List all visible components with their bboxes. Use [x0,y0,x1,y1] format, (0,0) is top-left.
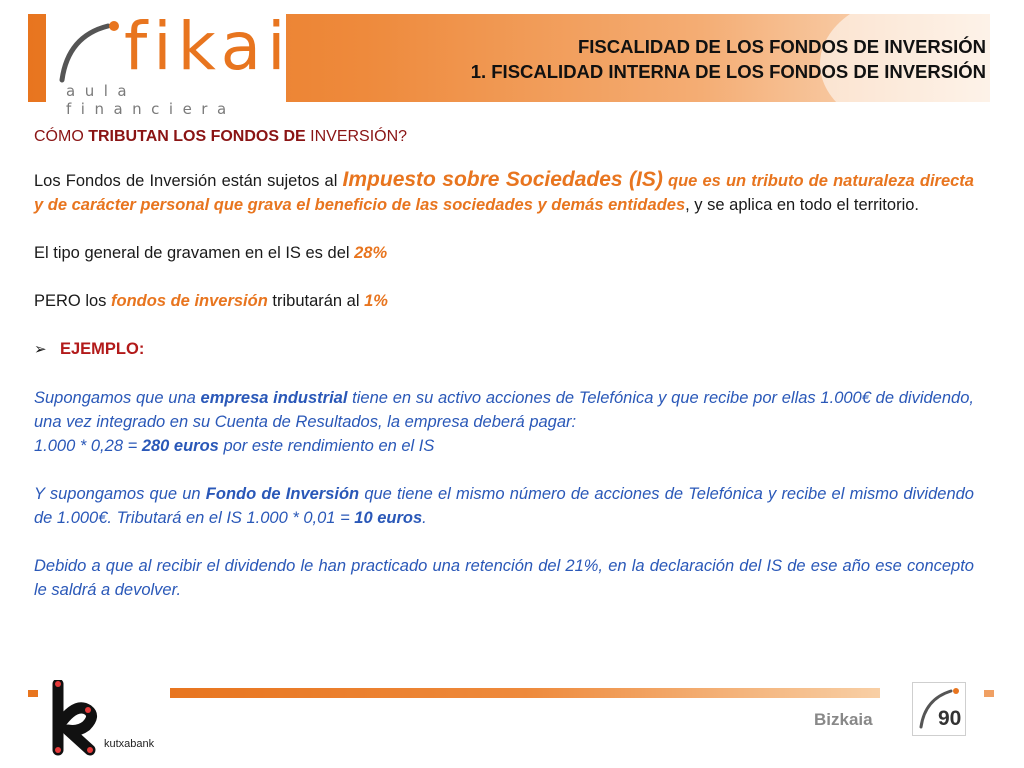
footer-dash-left [28,690,38,697]
fikai-logo [46,8,292,118]
page-number: 90 [938,707,962,730]
p2-text-a: El tipo general de gravamen en el IS es del [34,244,355,262]
p4-result: 280 euros [141,437,219,455]
arrow-bullet-icon: ➢ [34,341,47,358]
example-label: EJEMPLO: [60,340,145,358]
header-title-2: 1. FISCALIDAD INTERNA DE LOS FONDOS DE INVERSIÓN [470,61,986,82]
region-label: Bizkaia [814,710,873,729]
p3-rate-value: 1% [364,292,388,310]
p5-result: 10 euros [354,509,423,527]
p4-text-a: Supongamos que una [34,389,201,407]
logo-wordmark: fikai [124,8,292,85]
paragraph-retention: Debido a que al recibir el dividendo le han practicado una retención del 21%, en la declaración del IS de ese año ese concepto le saldrá a devolver. [34,557,974,599]
p3-text-a: PERO los [34,292,112,310]
header-title-1: FISCALIDAD DE LOS FONDOS DE INVERSIÓN [577,36,986,57]
footer-line [170,688,880,698]
p2-rate-value: 28% [354,244,388,262]
p1-text-d: , y se aplica en todo el territorio. [685,196,919,214]
example-heading [34,337,974,362]
p5-bold-fund: Fondo de Inversión [205,485,360,503]
logo-swoosh-icon [56,18,126,88]
subtitle-part-b: TRIBUTAN LOS FONDOS DE [88,128,306,145]
footer-dash-right [984,690,994,697]
logo-tagline: aula financiera [66,82,236,118]
paragraph-general-rate [34,241,974,265]
p1-text-a: Los Fondos de Inversión están sujetos al [34,172,343,190]
section-subtitle [34,128,974,146]
kutxabank-name: kutxabank [104,738,155,750]
p4-text-f: por este rendimiento en el IS [218,437,435,455]
slide-body [34,128,974,602]
paragraph-is-definition [34,168,974,217]
paragraph-example-company [34,386,974,458]
p5-text-a: Y supongamos que un [34,485,206,503]
p1-highlight-nature: que es un tributo de naturaleza directa y de carácter personal que grava el beneficio de las sociedades y demás entidades [34,172,974,214]
p5-text-e: . [422,509,427,527]
p5-text-c: que tiene el mismo número de acciones de Telefónica y recibe el mismo dividendo de 1.000€. Tributará en el IS 1.000 * 0,01 = [34,485,974,527]
subtitle-part-c: INVERSIÓN? [305,128,408,145]
slide-header [28,8,990,118]
paragraph-example-fund [34,482,974,530]
p4-bold-company: empresa industrial [200,389,348,407]
paragraph-fund-rate [34,289,974,313]
kutxabank-logo-icon [46,680,106,756]
subtitle-part-a: CÓMO [34,128,89,145]
p1-highlight-is: Impuesto sobre Sociedades (IS) [342,168,663,191]
header-titles [471,34,986,84]
p3-highlight-funds: fondos de inversión [111,292,268,310]
p3-text-c: tributarán al [267,292,365,310]
p4-formula: 1.000 * 0,28 = [34,437,142,455]
p4-text-c: tiene en su activo acciones de Telefónica y que recibe por ellas 1.000€ de dividendo, una vez integrado en su Cuenta de Resultados, la empresa deberá pagar: [34,389,974,431]
